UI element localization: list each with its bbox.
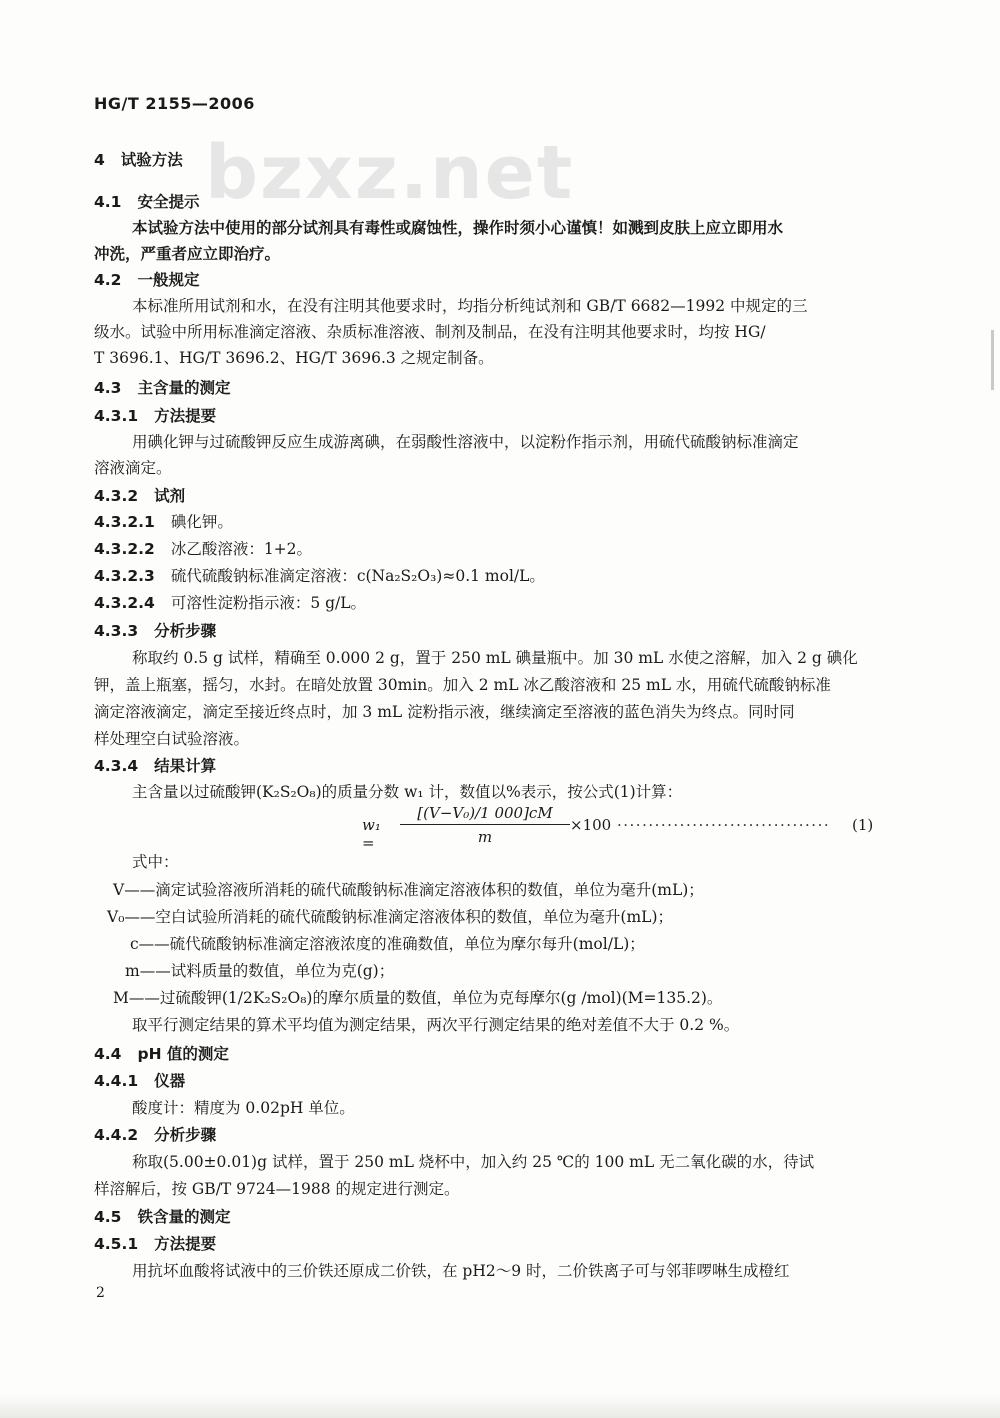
line-text: 主含量以过硫酸钾(K₂S₂O₈)的质量分数 w₁ 计，数值以%表示，按公式(1)计算：	[132, 783, 683, 801]
line-text: M——过硫酸钾(1/2K₂S₂O₈)的摩尔质量的数值，单位为克每摩尔(g /mol)(M=135.2)。	[113, 989, 723, 1007]
line-text: 主含量的测定	[137, 379, 231, 397]
section-number: 4.3.4	[94, 757, 139, 775]
paragraph-line	[94, 244, 280, 264]
section-heading	[94, 486, 185, 506]
section-heading	[94, 378, 230, 398]
formula-fraction	[400, 804, 570, 846]
section-heading	[94, 1044, 229, 1064]
line-text: 试剂	[154, 487, 186, 505]
line-text: 取平行测定结果的算术平均值为测定结果，两次平行测定结果的绝对差值不大于 0.2 %。	[132, 1016, 740, 1034]
section-heading	[94, 593, 366, 613]
section-heading	[94, 1207, 230, 1227]
paragraph-line	[94, 729, 249, 749]
line-text: 结果计算	[154, 757, 217, 775]
line-text: T 3696.1、HG/T 3696.2、HG/T 3696.3 之规定制备。	[94, 349, 494, 367]
line-text: 碘化钾。	[170, 513, 233, 531]
paragraph-line	[113, 880, 704, 900]
line-text: V₀——空白试验所消耗的硫代硫酸钠标准滴定溶液体积的数值，单位为毫升(mL)；	[107, 908, 673, 926]
section-number: 4.5	[94, 1208, 122, 1226]
section-heading	[94, 756, 216, 776]
section-heading	[94, 621, 216, 641]
paragraph-line	[132, 1152, 814, 1172]
paragraph-line	[125, 961, 394, 981]
line-text: 溶液滴定。	[94, 459, 172, 477]
section-heading	[94, 1071, 185, 1091]
section-number: 4.2	[94, 271, 122, 289]
line-text: 用碘化钾与过硫酸钾反应生成游离碘，在弱酸性溶液中，以淀粉作指示剂，用硫代硫酸钠标准滴定	[132, 433, 799, 451]
paragraph-line	[132, 852, 179, 872]
section-number: 4.3.1	[94, 407, 139, 425]
standard-code: HG/T 2155—2006	[94, 94, 255, 113]
line-text: 安全提示	[137, 193, 200, 211]
formula-denominator: m	[477, 828, 493, 846]
line-text: 方法提要	[154, 1235, 217, 1253]
line-text: 样处理空白试验溶液。	[94, 730, 250, 748]
section-number: 4.3	[94, 379, 122, 397]
watermark: bzxz.net	[205, 130, 575, 216]
section-heading	[94, 1125, 216, 1145]
section-heading	[94, 406, 216, 426]
paragraph-line	[94, 675, 831, 695]
formula-rhs: ×100	[570, 816, 612, 834]
line-text: 级水。试验中所用标准滴定溶液、杂质标准溶液、制剂及制品，在没有注明其他要求时，均按 HG/	[94, 323, 766, 341]
formula-lhs: w₁ =	[362, 816, 381, 852]
line-text: 本标准所用试剂和水，在没有注明其他要求时，均指分析纯试剂和 GB/T 6682—1992 中规定的三	[132, 297, 808, 315]
line-text: 称取约 0.5 g 试样，精确至 0.000 2 g，置于 250 mL 碘量瓶中。加 30 mL 水使之溶解，加入 2 g 碘化	[132, 649, 858, 667]
line-text: 冲洗，严重者应立即治疗。	[94, 244, 281, 263]
line-text: 分析步骤	[154, 1126, 217, 1144]
section-heading	[94, 270, 199, 290]
paragraph-line	[132, 1098, 355, 1118]
line-text: 样溶解后，按 GB/T 9724—1988 的规定进行测定。	[94, 1180, 460, 1198]
line-text: 滴定溶液滴定，滴定至接近终点时，加 3 mL 淀粉指示液，继续滴定至溶液的蓝色消失为终点。同时同	[94, 703, 795, 721]
paragraph-line	[94, 322, 766, 342]
paragraph-line	[94, 702, 795, 722]
section-number: 4.3.2	[94, 487, 139, 505]
section-number: 4.3.2.1	[94, 513, 155, 531]
section-number: 4.3.2.2	[94, 540, 155, 558]
paragraph-line	[132, 432, 799, 452]
section-heading	[94, 566, 545, 586]
section-heading	[94, 512, 233, 532]
paragraph-line	[132, 296, 808, 316]
scan-shadow	[0, 1394, 1000, 1418]
line-text: pH 值的测定	[137, 1045, 229, 1063]
paragraph-line	[132, 1015, 739, 1035]
formula-number: (1)	[852, 816, 874, 834]
section-heading	[94, 1234, 216, 1254]
line-text: 仪器	[154, 1072, 186, 1090]
scan-artifact	[991, 330, 994, 390]
formula-numerator: [(V−V₀)/1 000]cM	[400, 804, 570, 825]
line-text: 称取(5.00±0.01)g 试样，置于 250 mL 烧杯中，加入约 25 ℃的 100 mL 无二氧化碳的水，待试	[132, 1153, 815, 1171]
section-number: 4.3.2.3	[94, 567, 155, 585]
line-text: 可溶性淀粉指示液：5 g/L。	[170, 594, 367, 612]
line-text: 一般规定	[137, 271, 200, 289]
line-text: 铁含量的测定	[137, 1208, 231, 1226]
line-text: 方法提要	[154, 407, 217, 425]
paragraph-line	[132, 1261, 790, 1281]
line-text: 本试验方法中使用的部分试剂具有毒性或腐蚀性，操作时须小心谨慎！如溅到皮肤上应立即用水	[132, 218, 784, 237]
paragraph-line	[132, 648, 858, 668]
line-text: 硫代硫酸钠标准滴定溶液：c(Na₂S₂O₃)≈0.1 mol/L。	[170, 567, 545, 585]
section-heading	[94, 539, 312, 559]
section-number: 4.5.1	[94, 1235, 139, 1253]
line-text: 用抗坏血酸将试液中的三价铁还原成二价铁，在 pH2～9 时，二价铁离子可与邻菲啰啉生成橙红	[132, 1262, 790, 1280]
line-text: c——硫代硫酸钠标准滴定溶液浓度的准确数值，单位为摩尔每升(mol/L)；	[130, 935, 645, 953]
paragraph-line	[107, 907, 673, 927]
line-text: 试验方法	[120, 151, 183, 169]
paragraph-line	[132, 782, 682, 802]
line-text: 式中：	[132, 853, 179, 871]
section-number: 4.3.3	[94, 622, 139, 640]
line-text: 分析步骤	[154, 622, 217, 640]
section-number: 4	[94, 151, 105, 169]
section-number: 4.3.2.4	[94, 594, 155, 612]
section-number: 4.4.2	[94, 1126, 139, 1144]
line-text: 酸度计：精度为 0.02pH 单位。	[132, 1099, 355, 1117]
line-text: 冰乙酸溶液：1+2。	[170, 540, 313, 558]
line-text: m——试料质量的数值，单位为克(g)；	[125, 962, 395, 980]
line-text: V——滴定试验溶液所消耗的硫代硫酸钠标准滴定溶液体积的数值，单位为毫升(mL)；	[113, 881, 704, 899]
formula-leader-dots: ··································	[617, 816, 831, 834]
paragraph-line	[94, 458, 172, 478]
line-text: 钾，盖上瓶塞，摇匀，水封。在暗处放置 30min。加入 2 mL 冰乙酸溶液和 25 mL 水，用硫代硫酸钠标准	[94, 676, 831, 694]
section-number: 4.4.1	[94, 1072, 139, 1090]
paragraph-line	[130, 934, 645, 954]
section-number: 4.4	[94, 1045, 122, 1063]
section-heading	[94, 192, 199, 212]
page-number: 2	[96, 1285, 105, 1301]
section-number: 4.1	[94, 193, 122, 211]
section-heading	[94, 150, 183, 170]
paragraph-line	[132, 218, 783, 238]
paragraph-line	[94, 348, 494, 368]
paragraph-line	[94, 1179, 460, 1199]
paragraph-line	[113, 988, 722, 1008]
